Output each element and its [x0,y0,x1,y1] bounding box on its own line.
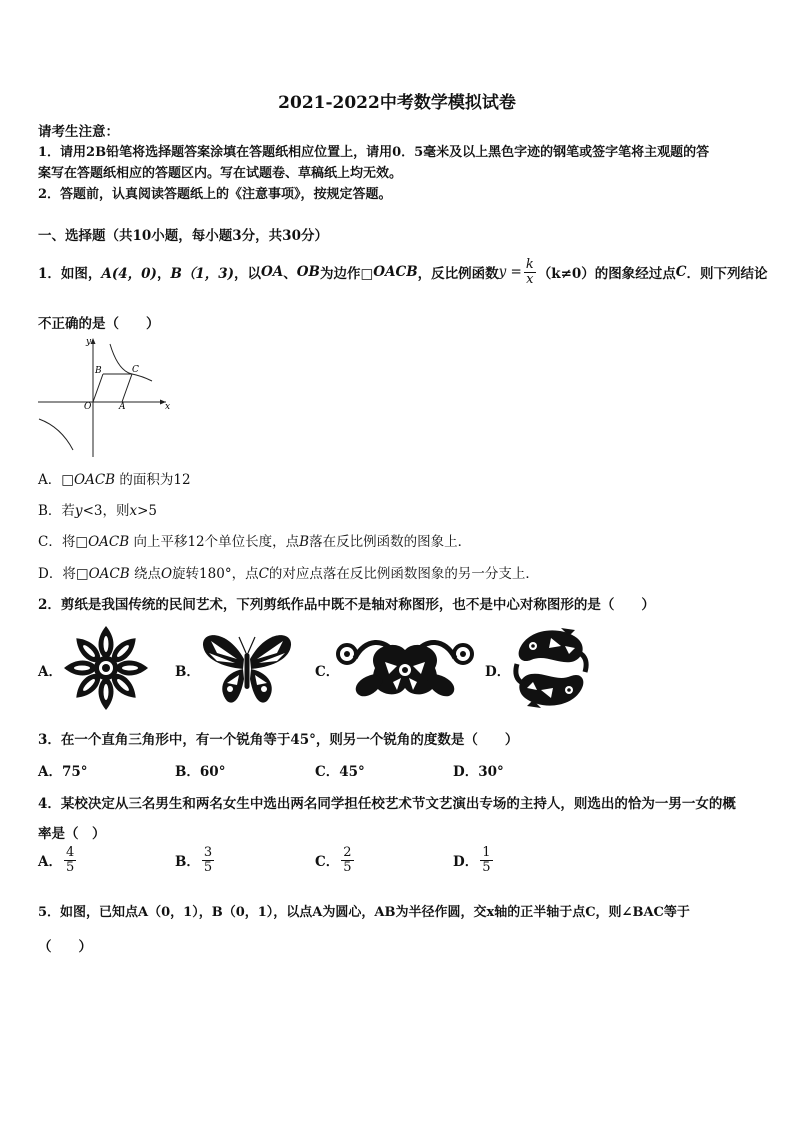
q1-option-a [38,468,191,488]
q4-option-c [315,846,356,874]
q1-oacb: OACB [373,264,418,281]
q1-fraction-numerator: k [525,257,534,272]
dragon-papercut-icon [512,627,590,709]
question-2-stem: 2．剪纸是我国传统的民间艺术，下列剪纸作品中既不是轴对称图形，也不是中心对称图形的是（ ） [38,597,655,613]
q4-d-den: 5 [482,859,491,875]
q1-point-b: B（1，3) [170,266,235,283]
q4-option-b [175,846,216,874]
question-5-stem-line-2: （ ） [38,939,92,955]
q1-fraction-denominator: x [526,271,534,287]
parallelogram-oacb [93,374,132,402]
q1-ob: OB [296,264,320,281]
q3-option-c: C．45° [315,764,365,780]
q1-opt-a-prefix: A．□ [38,472,75,488]
q1-opt-b-mid: <3，则 [82,503,130,519]
q1-oa: OA [261,264,284,281]
q4-a-num: 4 [65,845,75,860]
q1-text-3: 为边作□ [319,266,374,283]
q1-opt-a-oacb: OACB [74,472,116,488]
notice-item-1-line-2: 案写在答题纸相应的答题区内。写在试题卷、草稿纸上均无效。 [38,166,403,181]
q1-option-d [38,562,539,582]
floral-papercut-icon [337,633,473,703]
q1-function-graph [36,335,176,460]
q1-point-a: A(4，0) [101,266,157,283]
q1-fraction [524,258,536,286]
graph-label-b: B [95,366,102,376]
q1-opt-d-oacb: OACB [88,566,130,582]
q1-opt-b-x: x [129,503,138,519]
q4-option-c-fraction [341,846,353,874]
q4-a-den: 5 [65,859,75,875]
q1-opt-c-post: 落在反比例函数的图象上． [309,534,472,550]
hyperbola-branch-2 [39,419,73,450]
q1-text-2: ，以 [234,266,262,283]
q3-option-a: A．75° [38,764,88,780]
exam-title: 2021-2022中考数学模拟试卷 [278,93,516,113]
y-axis-arrow [91,338,96,344]
q1-opt-d-mid: 绕点 [129,566,161,582]
q2-option-a-label: A． [38,664,62,680]
graph-label-a: A [119,402,126,412]
flower-papercut-icon [62,624,150,712]
q1-option-b [38,499,157,519]
q3-option-d: D．30° [453,764,504,780]
question-4-stem-line-1: 4．某校决定从三名男生和两名女生中选出两名同学担任校艺术节文艺演出专场的主持人，则选出的恰为一男一女的概 [38,796,736,812]
q1-text-6: ．则下列结论 [686,266,768,283]
q2-option-c-label: C． [315,664,340,680]
q4-option-a-label: A． [38,854,62,871]
q4-b-den: 5 [203,859,213,875]
q4-c-den: 5 [343,859,352,875]
q4-option-d-fraction [480,846,492,874]
question-1-stem-line-2: 不正确的是（ ） [38,316,160,332]
notice-item-2: 2．答题前，认真阅读答题纸上的《注意事项》，按规定答题。 [38,187,392,202]
question-3-stem: 3．在一个直角三角形中，有一个锐角等于45°，则另一个锐角的度数是（ ） [38,732,519,748]
graph-label-o: O [84,402,92,412]
q1-opt-d-post: 的对应点落在反比例函数图象的另一分支上． [268,566,539,582]
q1-opt-c-b: B [299,534,310,550]
q4-c-num: 2 [343,845,352,860]
q1-opt-a-text: 的面积为12 [115,472,191,488]
q1-opt-b-post: >5 [137,503,157,519]
q2-option-b-label: B． [175,664,200,680]
notice-item-1-line-1: 1．请用2B铅笔将选择题答案涂填在答题纸相应位置上，请用0．5毫米及以上黑色字迹的钢笔或签字笔将主观题的答 [38,145,710,160]
q1-opt-b-prefix: B．若 [38,503,75,519]
q1-opt-d-prefix: D．将□ [38,566,89,582]
q4-option-b-fraction [202,846,214,874]
q1-sep-2: 、 [283,266,297,283]
q1-opt-c-prefix: C．将□ [38,534,89,550]
q4-d-num: 1 [482,845,491,860]
q1-text-1: 1．如图， [38,266,102,283]
q1-opt-c-oacb: OACB [88,534,130,550]
q1-text-4: ，反比例函数 [417,266,499,283]
q4-option-d-label: D． [453,854,479,871]
q4-b-num: 3 [203,845,213,860]
q2-option-d-label: D． [485,664,511,680]
q4-option-b-label: B． [175,854,200,871]
q3-option-b: B．60° [175,764,226,780]
q1-opt-b-y: y [74,503,83,519]
notice-heading: 请考生注意： [38,124,119,140]
question-4-stem-line-2: 率是（ ） [38,826,106,842]
q1-option-c [38,530,471,550]
graph-label-c: C [132,365,139,375]
question-5-stem-line-1: 5．如图，已知点A（0，1），B（0，1），以点A为圆心，AB为半径作圆，交x轴的正半轴于点C，则∠BAC等于 [38,905,690,920]
q1-opt-c-mid: 向上平移12个单位长度，点 [129,534,300,550]
question-1-stem [38,258,768,286]
q1-condition: （k≠0） [537,266,595,283]
q1-point-c: C [675,264,687,281]
q4-option-d [453,846,495,874]
q4-option-c-label: C． [315,854,340,871]
q1-sep-1: ， [156,266,171,283]
q1-opt-d-mid2: 旋转180°，点 [172,566,259,582]
q1-opt-d-o: O [160,566,173,582]
q1-opt-d-c: C [258,566,269,582]
q4-option-a [38,846,78,874]
q1-y-equals: y = [498,264,522,281]
graph-label-y: y [86,337,92,347]
graph-label-x: x [165,402,171,412]
butterfly-papercut-icon [200,628,294,706]
section-heading-choice: 一、选择题（共10小题，每小题3分，共30分） [38,228,328,244]
q1-text-5: 的图象经过点 [594,266,676,283]
q4-option-a-fraction [64,846,76,874]
